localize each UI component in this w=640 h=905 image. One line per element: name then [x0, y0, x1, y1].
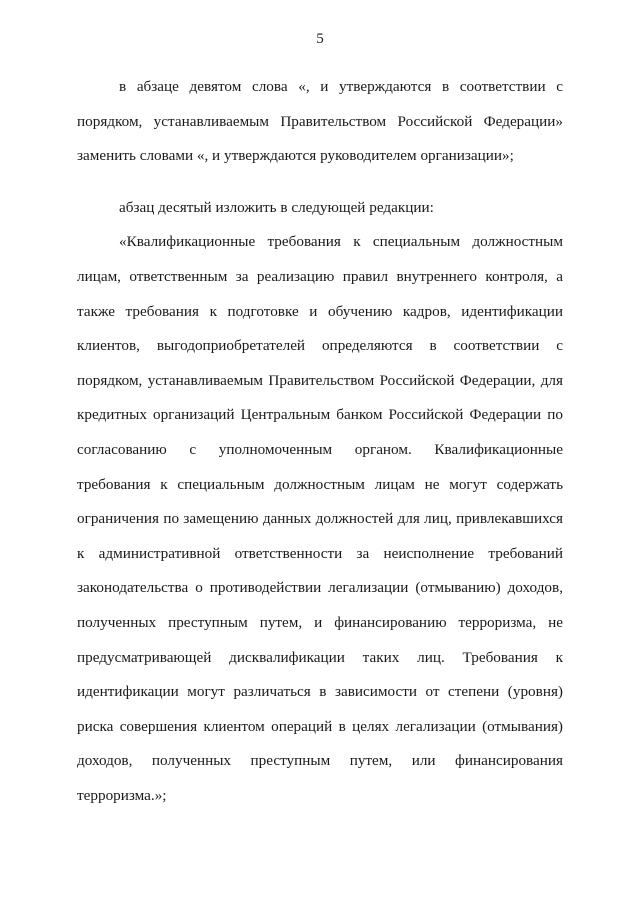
document-body	[77, 70, 563, 830]
paragraph-new-wording: «Квалификационные требования к специальным должностным лицам, ответственным за реализацию правил внутреннего контроля, а также требования к подготовке и обучению кадров, идентификации клиентов, выгодоприобретателей определяются в соответствии с порядком, устанавливаемым Правительством Российской Федерации, для кредитных организаций Центральным банком Российской Федерации по согласованию с уполномоченным органом. Квалификационные требования к специальным должностным лицам не могут содержать ограничения по замещению данных должностей для лиц, привлекавшихся к административной ответственности за неисполнение требований законодательства о противодействии легализации (отмыванию) доходов, полученных преступным путем, и финансированию терроризма, не предусматривающей дисквалификации таких лиц. Требования к идентификации могут различаться в зависимости от степени (уровня) риска совершения клиентом операций в целях легализации (отмывания) доходов, полученных преступным путем, или финансирования терроризма.»;	[77, 233, 563, 804]
paragraph-amendment-tenth-intro: абзац десятый изложить в следующей редакции:	[119, 198, 434, 216]
page-number: 5	[316, 31, 324, 47]
paragraph-amendment-ninth: в абзаце девятом слова «, и утверждаются в соответствии с порядком, устанавливаемым Правительством Российской Федерации» заменить словами «, и утверждаются руководителем организации»;	[77, 78, 563, 165]
